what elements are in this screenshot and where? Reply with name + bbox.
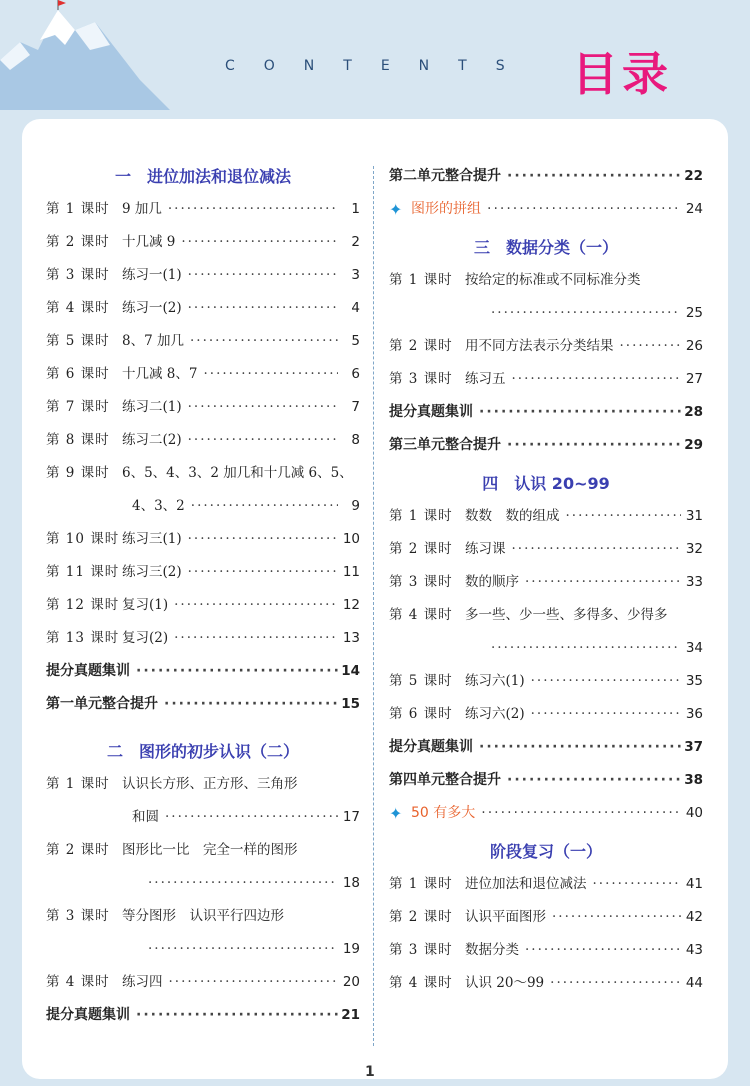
leader-dots [148,867,338,900]
indent-spacer [46,933,142,966]
indent-spacer [46,801,132,834]
page-ref: 29 [684,437,703,453]
leader-dots [164,688,338,721]
lesson-title: 复习(1) [122,597,169,613]
lesson-topic [465,264,703,297]
page-ref: 34 [685,640,703,656]
page-ref: 31 [685,508,703,524]
page-ref: 28 [684,404,703,420]
page-ref: 20 [342,974,360,990]
lesson-number: 第 2 课时 [46,234,110,250]
indent-spacer [389,297,485,330]
leader-dots [491,297,681,330]
leader-dots [507,160,681,193]
lesson-number: 第 10 课时 [46,531,120,547]
lesson-number: 第 2 课时 [389,541,453,557]
leader-dots [203,358,338,391]
lesson-number: 第 2 课时 [389,909,453,925]
leader-dots [550,967,681,1000]
lesson-topic [122,226,338,259]
page-ref: 2 [351,234,360,250]
lesson-topic [122,325,338,358]
leader-dots [188,523,338,556]
leader-dots [188,391,338,424]
lesson-number: 第 6 课时 [389,706,453,722]
header [0,0,750,120]
toc-entry-bold[interactable] [46,688,360,721]
page-ref: 11 [342,564,360,580]
lesson-title: 练习二(1) [122,399,182,415]
leader-dots [188,292,338,325]
entry-title: 第三单元整合提升 [389,437,501,453]
lesson-number: 第 3 课时 [46,908,110,924]
entry-title: 提分真题集训 [46,1007,130,1023]
page-ref: 26 [685,338,703,354]
page-ref: 40 [685,805,703,821]
toc-entry-continuation[interactable] [389,297,703,330]
toc-entry[interactable] [46,259,360,292]
lesson-number: 第 13 课时 [46,630,120,646]
leader-dots [188,424,338,457]
leader-dots [174,622,338,655]
leader-dots [512,363,682,396]
toc-entry-continuation[interactable] [46,490,360,523]
lesson-topic [122,768,360,801]
toc-entry[interactable] [389,698,703,731]
toc-entry[interactable] [46,325,360,358]
page-ref: 33 [685,574,703,590]
toc-entry[interactable] [46,966,360,999]
toc-entry[interactable] [46,834,360,867]
toc-entry[interactable] [46,900,360,933]
page-ref: 41 [685,876,703,892]
lesson-topic [122,966,338,999]
lesson-number: 第 1 课时 [46,776,110,792]
lesson-number: 第 8 课时 [46,432,110,448]
leader-dots [181,226,338,259]
lesson-topic [122,589,338,622]
page-ref: 27 [685,371,703,387]
lesson-title: 练习二(2) [122,432,182,448]
section-heading: 阶段复习（一） [489,842,602,861]
lesson-title: 练习三(1) [122,531,182,547]
page-title: 目录 [572,47,672,101]
entry-title: 提分真题集训 [46,663,130,679]
leader-dots [593,868,682,901]
leader-dots [188,259,338,292]
toc-entry[interactable] [389,330,703,363]
lesson-topic [465,665,681,698]
entry-title: 提分真题集训 [389,739,473,755]
lesson-title: 多一些、少一些、多得多、少得多 [465,607,668,623]
lesson-topic [465,868,681,901]
lesson-number: 第 5 课时 [46,333,110,349]
toc-entry-continuation[interactable] [46,801,360,834]
page-ref: 43 [685,942,703,958]
lesson-title: 数数 数的组成 [465,508,560,524]
toc-entry[interactable] [46,292,360,325]
leader-dots [512,533,682,566]
page-ref: 35 [685,673,703,689]
page-ref: 1 [351,201,360,217]
leader-dots [479,731,681,764]
lesson-topic [465,599,703,632]
lesson-topic [122,622,338,655]
lesson-number: 第 1 课时 [389,272,453,288]
snow-mountain-illustration [0,0,170,110]
page-ref: 4 [351,300,360,316]
lesson-title: 练习课 [465,541,506,557]
lesson-number: 第 3 课时 [389,371,453,387]
lesson-title: 数据分类 [465,942,519,958]
toc-entry-bold[interactable] [389,764,703,797]
section-heading: 三 数据分类（一） [473,238,618,257]
leader-dots [165,801,338,834]
lesson-title: 和圆 [132,809,159,825]
page-ref: 37 [684,739,703,755]
toc-entry-bold[interactable] [389,396,703,429]
leader-dots [507,764,681,797]
lesson-title: 数的顺序 [465,574,519,590]
lesson-topic [122,193,338,226]
page-ref: 8 [351,432,360,448]
leader-dots [481,797,681,830]
toc-feature-entry[interactable] [389,797,703,830]
lesson-topic [465,566,681,599]
lesson-topic [465,698,681,731]
toc-entry-bold[interactable] [389,731,703,764]
toc-entry-bold[interactable] [389,429,703,462]
leader-dots [620,330,682,363]
page-ref: 14 [341,663,360,679]
lesson-title: 4、3、2 [132,498,185,514]
toc-entry[interactable] [389,967,703,1000]
toc-entry[interactable] [46,768,360,801]
toc-entry[interactable] [46,523,360,556]
lesson-number: 第 4 课时 [389,607,453,623]
lesson-topic [122,259,338,292]
page-ref: 9 [351,498,360,514]
lesson-title: 图形比一比 完全一样的图形 [122,842,298,858]
toc-entry[interactable] [46,622,360,655]
lesson-number: 第 1 课时 [389,876,453,892]
leader-dots [168,193,338,226]
leader-dots [169,966,339,999]
lesson-number: 第 2 课时 [389,338,453,354]
page-ref: 17 [342,809,360,825]
lesson-title: 8、7 加几 [122,333,184,349]
indent-spacer [46,867,142,900]
lesson-topic [122,292,338,325]
toc-entry[interactable] [389,934,703,967]
toc-entry[interactable] [389,500,703,533]
toc-entry[interactable] [389,665,703,698]
leader-dots [191,490,338,523]
toc-entry-bold[interactable] [46,999,360,1032]
leader-dots [525,934,681,967]
lesson-title: 复习(2) [122,630,169,646]
toc-feature-entry[interactable] [389,193,703,226]
leader-dots [148,933,338,966]
leader-dots [531,698,681,731]
lesson-number: 第 6 课时 [46,366,110,382]
puzzle-icon: ✦ [389,200,403,219]
page-number: 1 [365,1064,375,1080]
toc-entry[interactable] [389,566,703,599]
page-ref: 13 [342,630,360,646]
page-ref: 44 [685,975,703,991]
toc-entry[interactable] [389,533,703,566]
lesson-title: 练习三(2) [122,564,182,580]
lesson-topic [465,363,681,396]
leader-dots [136,655,338,688]
lesson-topic [465,967,681,1000]
leader-dots [479,396,681,429]
lesson-title: 十几减 8、7 [122,366,198,382]
page-ref: 12 [342,597,360,613]
toc-entry[interactable] [389,264,703,297]
toc-entry[interactable] [46,358,360,391]
leader-dots [136,999,338,1032]
lesson-topic [122,457,360,490]
lesson-number: 第 11 课时 [46,564,120,580]
lesson-topic [122,900,360,933]
contents-label: CONTENTS [225,58,534,74]
entry-title: 提分真题集训 [389,404,473,420]
lesson-title: 练习一(2) [122,300,182,316]
lesson-title: 练习六(2) [465,706,525,722]
lesson-number: 第 2 课时 [46,842,110,858]
page-ref: 24 [685,201,703,217]
toc-entry-continuation[interactable] [46,867,360,900]
toc-entry[interactable] [46,457,360,490]
lesson-number: 第 7 课时 [46,399,110,415]
toc-entry[interactable] [46,556,360,589]
page-ref: 7 [351,399,360,415]
lesson-title: 练习六(1) [465,673,525,689]
lesson-title: 用不同方法表示分类结果 [465,338,614,354]
lesson-title: 进位加法和退位减法 [465,876,587,892]
page-ref: 38 [684,772,703,788]
entry-title: 图形的拼组 [411,201,481,217]
leader-dots [491,632,681,665]
section-heading: 四 认识 20~99 [482,474,610,493]
lesson-title: 9 加几 [122,201,162,217]
entry-title: 第二单元整合提升 [389,168,501,184]
leader-dots [531,665,681,698]
entry-title: 第四单元整合提升 [389,772,501,788]
page-ref: 15 [341,696,360,712]
lesson-title: 十几减 9 [122,234,176,250]
lesson-number: 第 1 课时 [389,508,453,524]
toc-entry-bold[interactable] [389,160,703,193]
section-heading: 一 进位加法和退位减法 [114,167,291,186]
entry-title: 第一单元整合提升 [46,696,158,712]
lesson-title: 认识平面图形 [465,909,546,925]
leader-dots [566,500,682,533]
lesson-number: 第 3 课时 [389,574,453,590]
indent-spacer [389,632,485,665]
lesson-number: 第 4 课时 [389,975,453,991]
lesson-topic [465,934,681,967]
lesson-number: 第 4 课时 [46,974,110,990]
lesson-title: 按给定的标准或不同标准分类 [465,272,641,288]
toc-entry-continuation[interactable] [46,933,360,966]
toc-entry[interactable] [46,193,360,226]
leader-dots [174,589,338,622]
lesson-title: 认识 20～99 [465,975,545,991]
page-ref: 19 [342,941,360,957]
toc-entry[interactable] [46,391,360,424]
page-ref: 5 [351,333,360,349]
lesson-topic [465,901,681,934]
lesson-title: 认识长方形、正方形、三角形 [122,776,298,792]
lesson-title: 等分图形 认识平行四边形 [122,908,284,924]
lesson-number: 第 3 课时 [389,942,453,958]
toc-entry[interactable] [46,226,360,259]
toc-entry[interactable] [389,901,703,934]
lesson-topic [465,330,681,363]
page-ref: 42 [685,909,703,925]
toc-entry-continuation[interactable] [389,632,703,665]
section-heading: 二 图形的初步认识（二） [106,742,299,761]
toc-entry[interactable] [46,424,360,457]
lesson-number: 第 12 课时 [46,597,120,613]
lesson-topic [465,533,681,566]
page-ref: 21 [341,1007,360,1023]
page-ref: 3 [351,267,360,283]
entry-title: 50 有多大 [411,805,476,821]
page-ref: 6 [351,366,360,382]
page-ref: 32 [685,541,703,557]
lesson-topic [122,424,338,457]
page-ref: 18 [342,875,360,891]
leader-dots [487,193,681,226]
toc-entry[interactable] [389,363,703,396]
column-divider [373,166,374,1046]
page-ref: 25 [685,305,703,321]
toc-entry[interactable] [46,589,360,622]
lesson-topic [122,358,338,391]
page-ref: 22 [684,168,703,184]
puzzle-icon: ✦ [389,804,403,823]
leader-dots [507,429,681,462]
page-ref: 36 [685,706,703,722]
lesson-number: 第 3 课时 [46,267,110,283]
lesson-topic [465,500,681,533]
lesson-title: 练习一(1) [122,267,182,283]
indent-spacer [46,490,132,523]
lesson-title: 练习四 [122,974,163,990]
page-ref: 10 [342,531,360,547]
toc-entry-bold[interactable] [46,655,360,688]
lesson-topic [122,556,338,589]
leader-dots [525,566,681,599]
lesson-title: 练习五 [465,371,506,387]
leader-dots [552,901,681,934]
toc-entry[interactable] [389,599,703,632]
lesson-title: 6、5、4、3、2 加几和十几减 6、5、 [122,465,353,481]
leader-dots [188,556,338,589]
lesson-topic [122,834,360,867]
lesson-number: 第 5 课时 [389,673,453,689]
lesson-topic [122,523,338,556]
lesson-number: 第 4 课时 [46,300,110,316]
lesson-number: 第 9 课时 [46,465,110,481]
lesson-number: 第 1 课时 [46,201,110,217]
leader-dots [190,325,338,358]
toc-entry[interactable] [389,868,703,901]
lesson-topic [122,391,338,424]
